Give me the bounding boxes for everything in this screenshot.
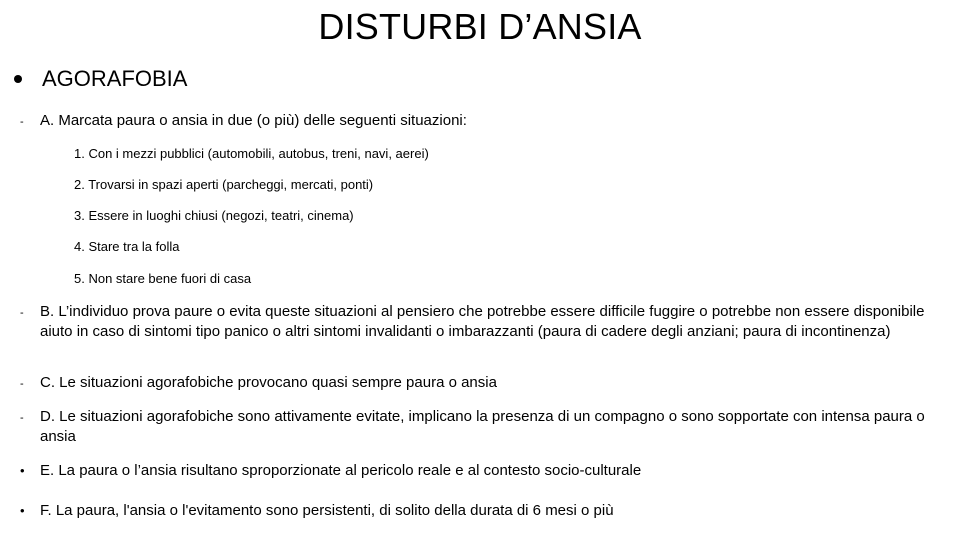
criterion-e-marker: •	[20, 463, 25, 478]
criterion-b-marker: -	[20, 307, 24, 319]
criterion-c-marker: -	[20, 378, 24, 390]
subitem-4: 4. Stare tra la folla	[74, 239, 180, 254]
criterion-f-marker: •	[20, 503, 25, 518]
bullet-dot-icon	[14, 75, 22, 83]
criterion-e-text: E. La paura o l’ansia risultano sproporzionate al pericolo reale e al contesto socio-culturale	[40, 462, 642, 479]
criterion-f-text: F. La paura, l'ansia o l'evitamento sono persistenti, di solito della durata di 6 mesi o più	[40, 502, 614, 519]
section-heading	[14, 66, 187, 92]
criterion-b-text: B. L’individuo prova paure o evita queste situazioni al pensiero che potrebbe essere difficile fuggire o potrebbe non essere disponibile aiuto in caso di sintomi tipo panico o altri sintomi invalidanti o imbarazzanti (paura di cadere degli anziani; paura di incontinenza)	[40, 303, 925, 340]
slide-title: DISTURBI D’ANSIA	[318, 6, 642, 47]
criterion-d-marker: -	[20, 412, 24, 424]
subitem-2: 2. Trovarsi in spazi aperti (parcheggi, mercati, ponti)	[74, 177, 374, 192]
subitem-3: 3. Essere in luoghi chiusi (negozi, teatri, cinema)	[74, 208, 354, 223]
criterion-a-marker: -	[20, 116, 24, 128]
criterion-c-text: C. Le situazioni agorafobiche provocano quasi sempre paura o ansia	[40, 374, 497, 391]
section-heading-label: AGORAFOBIA	[42, 66, 188, 91]
subitem-5: 5. Non stare bene fuori di casa	[74, 271, 252, 286]
criterion-d-text: D. Le situazioni agorafobiche sono attivamente evitate, implicano la presenza di un compagno o sono sopportate con intensa paura o ansia	[40, 408, 925, 445]
subitem-1: 1. Con i mezzi pubblici (automobili, autobus, treni, navi, aerei)	[74, 146, 429, 161]
criterion-a-text: A. Marcata paura o ansia in due (o più) delle seguenti situazioni:	[40, 112, 467, 129]
